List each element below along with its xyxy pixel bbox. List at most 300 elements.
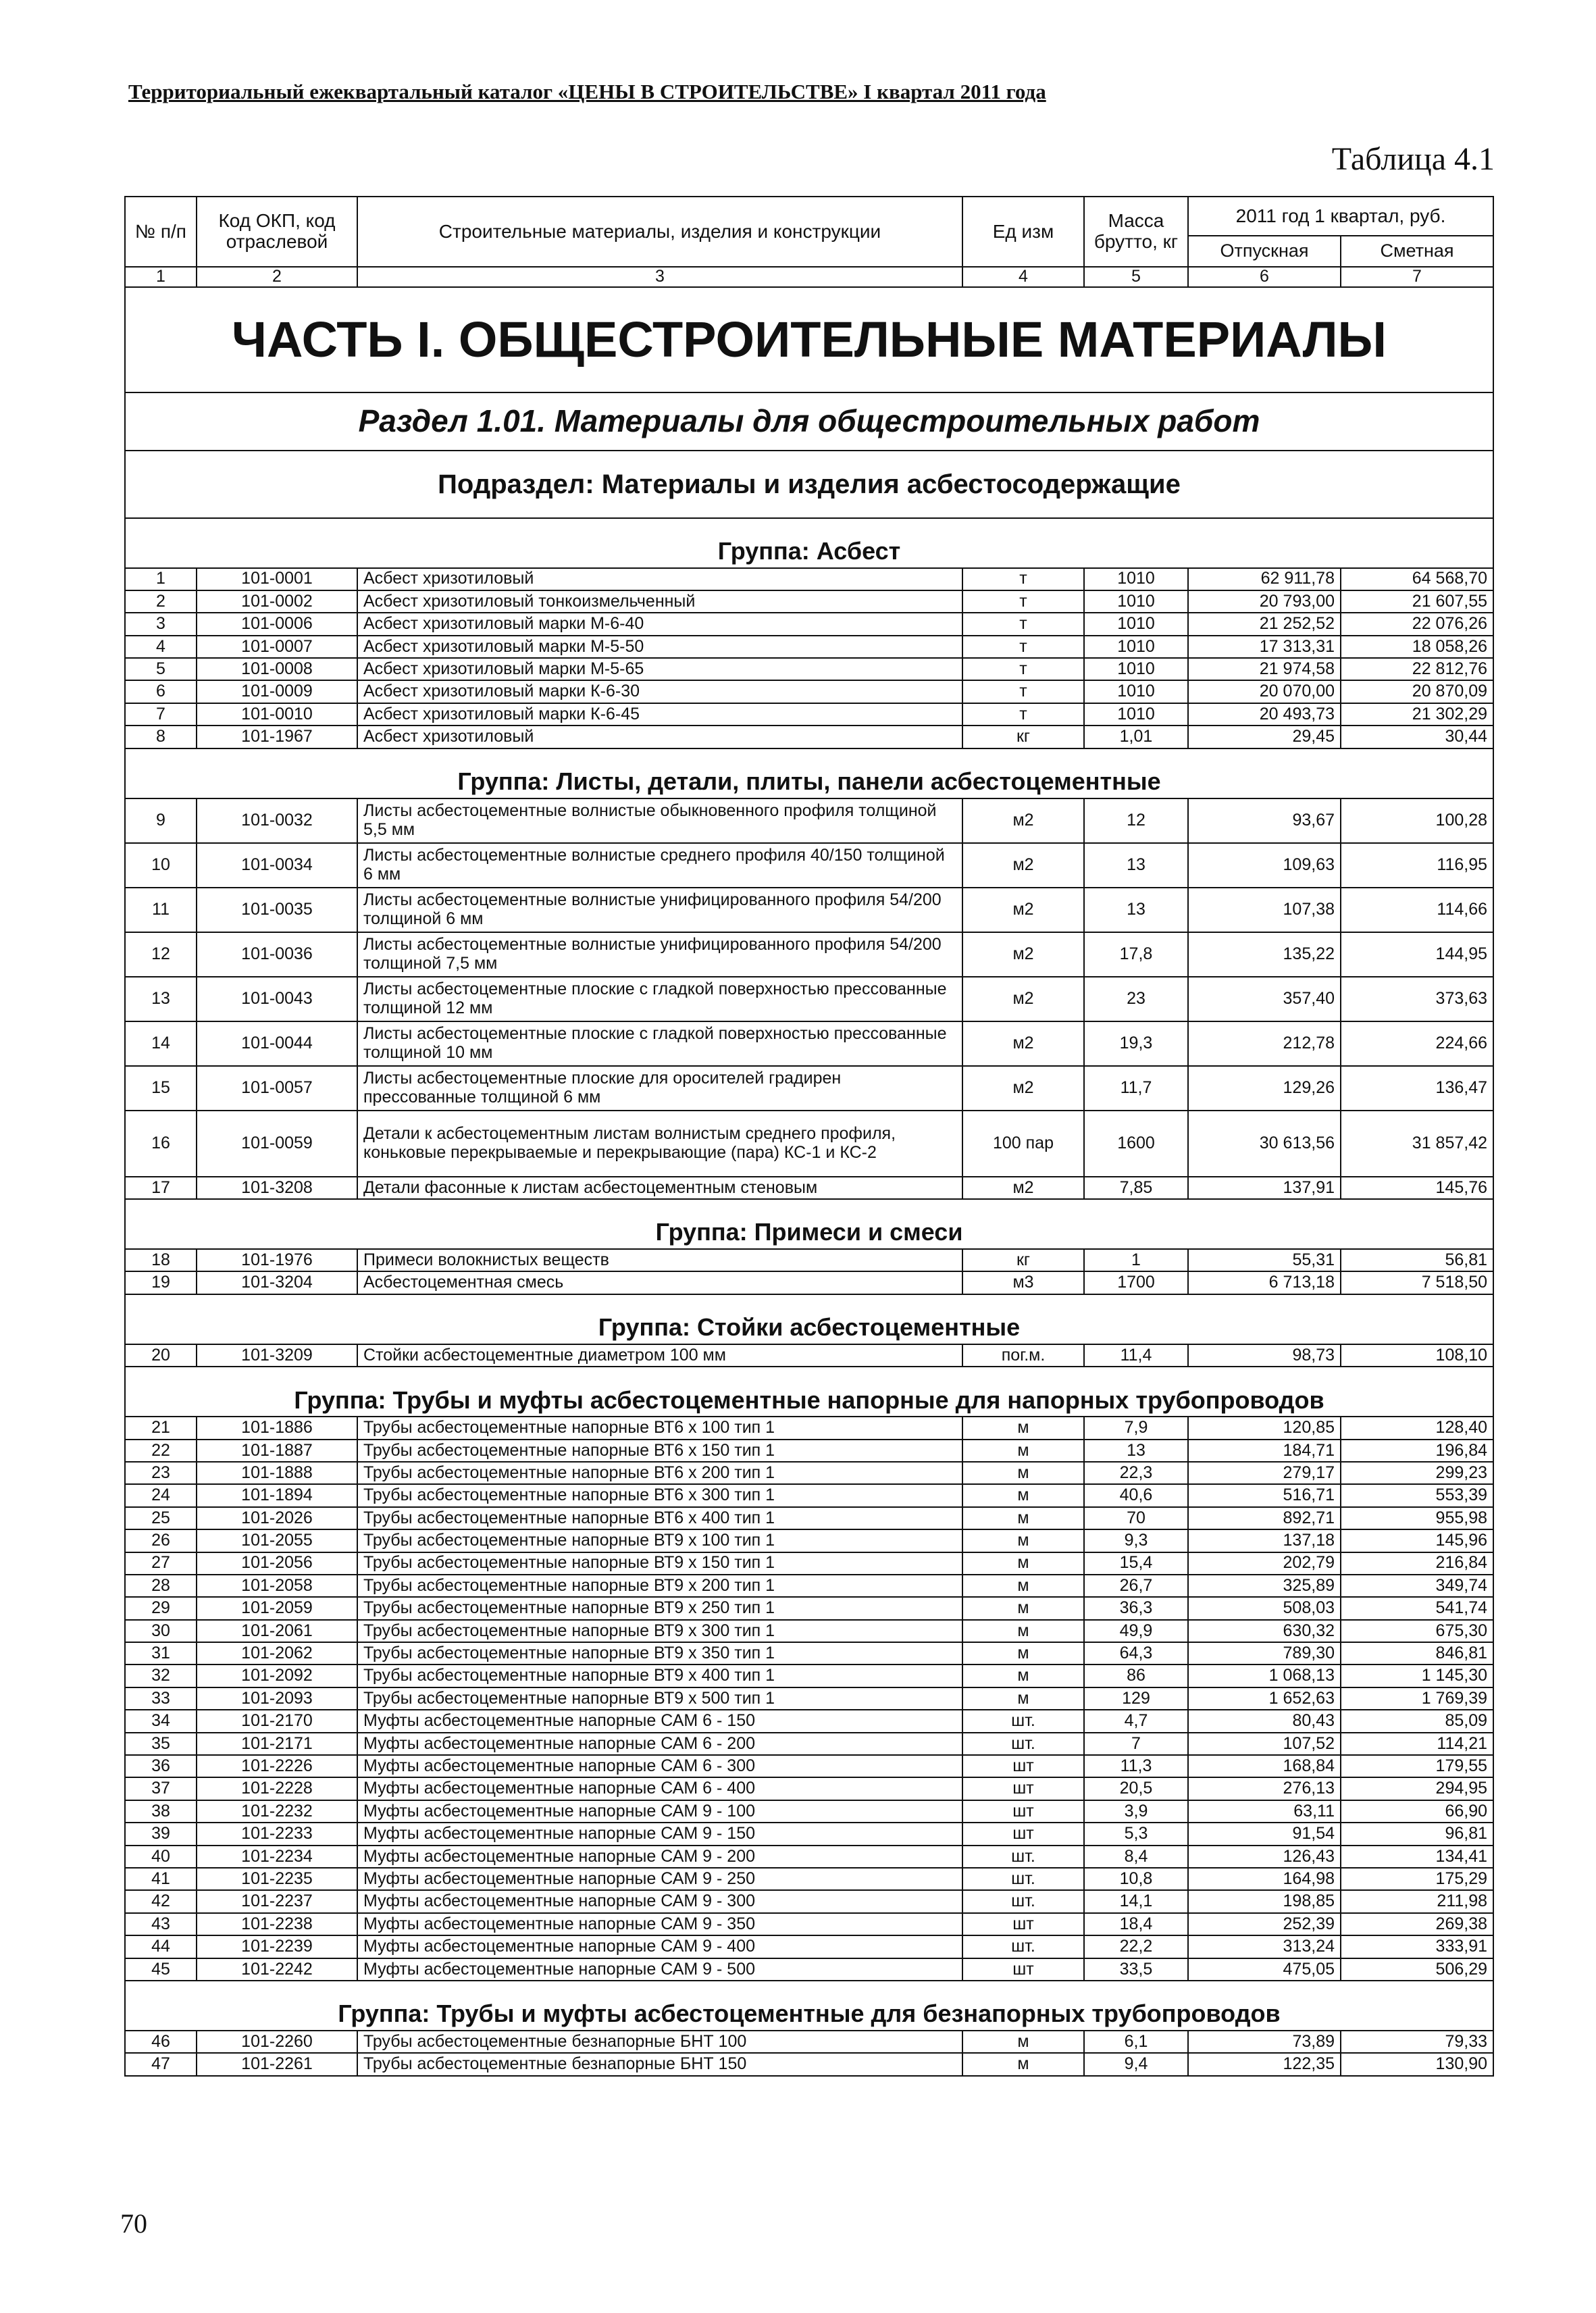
item-estimate-price: 955,98 <box>1341 1507 1493 1529</box>
item-code: 101-0034 <box>197 843 357 888</box>
item-mass: 36,3 <box>1084 1597 1188 1619</box>
item-number: 9 <box>125 798 197 843</box>
item-number: 33 <box>125 1687 197 1710</box>
item-release-price: 122,35 <box>1188 2053 1341 2075</box>
item-code: 101-0043 <box>197 977 357 1021</box>
item-name: Трубы асбестоцементные напорные ВТ6 х 300 тип 1 <box>357 1484 962 1506</box>
item-estimate-price: 85,09 <box>1341 1710 1493 1732</box>
item-name: Листы асбестоцементные плоские для оросителей градирен прессованные толщиной 6 мм <box>357 1066 962 1111</box>
item-name: Асбест хризотиловый марки К-6-45 <box>357 703 962 726</box>
column-number: 7 <box>1341 267 1493 287</box>
item-name: Трубы асбестоцементные напорные ВТ6 х 400 тип 1 <box>357 1507 962 1529</box>
item-mass: 70 <box>1084 1507 1188 1529</box>
table-row <box>125 726 1493 748</box>
page-number: 70 <box>120 2208 147 2239</box>
item-mass: 1010 <box>1084 590 1188 613</box>
table-row <box>125 888 1493 932</box>
item-name: Муфты асбестоцементные напорные САМ 6 - 400 <box>357 1777 962 1800</box>
item-release-price: 20 793,00 <box>1188 590 1341 613</box>
item-unit: пог.м. <box>962 1344 1084 1367</box>
item-estimate-price: 134,41 <box>1341 1846 1493 1868</box>
item-unit: шт. <box>962 1846 1084 1868</box>
table-row <box>125 1344 1493 1367</box>
item-release-price: 109,63 <box>1188 843 1341 888</box>
item-mass: 8,4 <box>1084 1846 1188 1868</box>
item-unit: м <box>962 1462 1084 1484</box>
item-code: 101-2092 <box>197 1664 357 1687</box>
item-code: 101-3209 <box>197 1344 357 1367</box>
group-title: Группа: Асбест <box>125 518 1493 568</box>
item-unit: шт. <box>962 1710 1084 1732</box>
item-mass: 11,3 <box>1084 1755 1188 1777</box>
item-name: Асбест хризотиловый марки М-5-50 <box>357 636 962 658</box>
item-unit: м <box>962 1642 1084 1664</box>
item-release-price: 126,43 <box>1188 1846 1341 1868</box>
item-mass: 7,85 <box>1084 1177 1188 1199</box>
item-mass: 12 <box>1084 798 1188 843</box>
table-row <box>125 1958 1493 1981</box>
subsection-title: Подраздел: Материалы и изделия асбестосодержащие <box>125 451 1493 518</box>
table-row <box>125 1597 1493 1619</box>
col-unit-header: Ед изм <box>962 197 1084 267</box>
group-title: Группа: Трубы и муфты асбестоцементные напорные для напорных трубопроводов <box>125 1367 1493 1417</box>
item-number: 35 <box>125 1733 197 1755</box>
item-code: 101-2093 <box>197 1687 357 1710</box>
item-code: 101-2061 <box>197 1620 357 1642</box>
item-release-price: 184,71 <box>1188 1440 1341 1462</box>
item-mass: 13 <box>1084 1440 1188 1462</box>
table-row <box>125 1066 1493 1111</box>
item-name: Трубы асбестоцементные напорные ВТ9 х 200 тип 1 <box>357 1575 962 1597</box>
table-row <box>125 1417 1493 1439</box>
item-code: 101-2026 <box>197 1507 357 1529</box>
group-title-row <box>125 748 1493 798</box>
item-code: 101-1894 <box>197 1484 357 1506</box>
item-estimate-price: 179,55 <box>1341 1755 1493 1777</box>
item-unit: м <box>962 1664 1084 1687</box>
item-estimate-price: 66,90 <box>1341 1800 1493 1823</box>
table-body <box>125 287 1493 2076</box>
item-release-price: 325,89 <box>1188 1575 1341 1597</box>
item-mass: 22,3 <box>1084 1462 1188 1484</box>
item-unit: м <box>962 1529 1084 1552</box>
item-mass: 13 <box>1084 843 1188 888</box>
item-release-price: 198,85 <box>1188 1890 1341 1912</box>
table-row <box>125 1642 1493 1664</box>
item-estimate-price: 216,84 <box>1341 1552 1493 1575</box>
item-estimate-price: 79,33 <box>1341 2031 1493 2053</box>
item-code: 101-2055 <box>197 1529 357 1552</box>
item-number: 38 <box>125 1800 197 1823</box>
item-name: Листы асбестоцементные волнистые обыкновенного профиля толщиной 5,5 мм <box>357 798 962 843</box>
item-estimate-price: 21 302,29 <box>1341 703 1493 726</box>
item-release-price: 17 313,31 <box>1188 636 1341 658</box>
item-number: 24 <box>125 1484 197 1506</box>
table-row <box>125 1271 1493 1294</box>
item-release-price: 30 613,56 <box>1188 1111 1341 1177</box>
item-unit: м2 <box>962 888 1084 932</box>
item-unit: м <box>962 1575 1084 1597</box>
item-mass: 64,3 <box>1084 1642 1188 1664</box>
item-mass: 40,6 <box>1084 1484 1188 1506</box>
item-release-price: 168,84 <box>1188 1755 1341 1777</box>
table-row <box>125 1552 1493 1575</box>
item-code: 101-2238 <box>197 1913 357 1935</box>
item-mass: 1010 <box>1084 658 1188 680</box>
item-unit: т <box>962 568 1084 590</box>
item-release-price: 20 493,73 <box>1188 703 1341 726</box>
item-number: 45 <box>125 1958 197 1981</box>
item-code: 101-2226 <box>197 1755 357 1777</box>
item-unit: м <box>962 2053 1084 2075</box>
item-release-price: 63,11 <box>1188 1800 1341 1823</box>
part-title-row <box>125 287 1493 392</box>
item-unit: т <box>962 590 1084 613</box>
table-row <box>125 1529 1493 1552</box>
item-release-price: 21 252,52 <box>1188 613 1341 635</box>
table-row <box>125 1021 1493 1066</box>
item-unit: 100 пар <box>962 1111 1084 1177</box>
item-number: 15 <box>125 1066 197 1111</box>
item-unit: м2 <box>962 977 1084 1021</box>
item-name: Асбест хризотиловый <box>357 568 962 590</box>
item-unit: м <box>962 2031 1084 2053</box>
item-mass: 19,3 <box>1084 1021 1188 1066</box>
item-name: Листы асбестоцементные волнистые среднего профиля 40/150 толщиной 6 мм <box>357 843 962 888</box>
item-number: 34 <box>125 1710 197 1732</box>
group-title-row <box>125 1981 1493 2031</box>
item-release-price: 29,45 <box>1188 726 1341 748</box>
item-name: Муфты асбестоцементные напорные САМ 9 - 300 <box>357 1890 962 1912</box>
item-name: Муфты асбестоцементные напорные САМ 6 - 150 <box>357 1710 962 1732</box>
item-name: Стойки асбестоцементные диаметром 100 мм <box>357 1344 962 1367</box>
item-unit: м <box>962 1484 1084 1506</box>
item-code: 101-0036 <box>197 932 357 977</box>
item-mass: 86 <box>1084 1664 1188 1687</box>
item-number: 26 <box>125 1529 197 1552</box>
item-number: 30 <box>125 1620 197 1642</box>
item-number: 4 <box>125 636 197 658</box>
item-number: 41 <box>125 1868 197 1890</box>
item-mass: 4,7 <box>1084 1710 1188 1732</box>
item-code: 101-2171 <box>197 1733 357 1755</box>
item-code: 101-0035 <box>197 888 357 932</box>
item-mass: 9,3 <box>1084 1529 1188 1552</box>
table-row <box>125 932 1493 977</box>
item-name: Асбест хризотиловый марки М-6-40 <box>357 613 962 635</box>
item-name: Листы асбестоцементные волнистые унифицированного профиля 54/200 толщиной 6 мм <box>357 888 962 932</box>
group-title-row <box>125 1199 1493 1249</box>
item-number: 16 <box>125 1111 197 1177</box>
item-release-price: 93,67 <box>1188 798 1341 843</box>
item-code: 101-1887 <box>197 1440 357 1462</box>
item-name: Трубы асбестоцементные напорные ВТ9 х 500 тип 1 <box>357 1687 962 1710</box>
item-name: Трубы асбестоцементные напорные ВТ6 х 200 тип 1 <box>357 1462 962 1484</box>
item-mass: 5,3 <box>1084 1823 1188 1845</box>
item-release-price: 107,38 <box>1188 888 1341 932</box>
table-row <box>125 1687 1493 1710</box>
item-number: 11 <box>125 888 197 932</box>
item-release-price: 276,13 <box>1188 1777 1341 1800</box>
item-release-price: 120,85 <box>1188 1417 1341 1439</box>
item-estimate-price: 18 058,26 <box>1341 636 1493 658</box>
item-number: 46 <box>125 2031 197 2053</box>
item-estimate-price: 299,23 <box>1341 1462 1493 1484</box>
item-name: Трубы асбестоцементные напорные ВТ9 х 400 тип 1 <box>357 1664 962 1687</box>
item-unit: кг <box>962 1249 1084 1271</box>
item-estimate-price: 64 568,70 <box>1341 568 1493 590</box>
item-unit: шт. <box>962 1868 1084 1890</box>
item-estimate-price: 553,39 <box>1341 1484 1493 1506</box>
table-row <box>125 1664 1493 1687</box>
item-number: 44 <box>125 1935 197 1958</box>
table-row <box>125 1846 1493 1868</box>
item-unit: м <box>962 1417 1084 1439</box>
item-estimate-price: 373,63 <box>1341 977 1493 1021</box>
column-number: 1 <box>125 267 197 287</box>
item-code: 101-2260 <box>197 2031 357 2053</box>
item-estimate-price: 128,40 <box>1341 1417 1493 1439</box>
column-number: 3 <box>357 267 962 287</box>
item-name: Муфты асбестоцементные напорные САМ 9 - 400 <box>357 1935 962 1958</box>
table-row <box>125 703 1493 726</box>
column-number: 4 <box>962 267 1084 287</box>
item-number: 17 <box>125 1177 197 1199</box>
item-release-price: 98,73 <box>1188 1344 1341 1367</box>
item-number: 6 <box>125 680 197 703</box>
item-mass: 9,4 <box>1084 2053 1188 2075</box>
item-release-price: 516,71 <box>1188 1484 1341 1506</box>
item-mass: 7,9 <box>1084 1417 1188 1439</box>
item-estimate-price: 21 607,55 <box>1341 590 1493 613</box>
item-code: 101-2234 <box>197 1846 357 1868</box>
item-estimate-price: 1 145,30 <box>1341 1664 1493 1687</box>
item-release-price: 892,71 <box>1188 1507 1341 1529</box>
price-table <box>124 196 1494 2077</box>
item-unit: м <box>962 1620 1084 1642</box>
group-title-row <box>125 1367 1493 1417</box>
item-release-price: 1 068,13 <box>1188 1664 1341 1687</box>
item-release-price: 252,39 <box>1188 1913 1341 1935</box>
col-period-header: 2011 год 1 квартал, руб. <box>1188 197 1493 236</box>
table-row <box>125 798 1493 843</box>
group-title: Группа: Листы, детали, плиты, панели асбестоцементные <box>125 748 1493 798</box>
item-mass: 18,4 <box>1084 1913 1188 1935</box>
item-unit: кг <box>962 726 1084 748</box>
item-number: 20 <box>125 1344 197 1367</box>
table-row <box>125 680 1493 703</box>
item-estimate-price: 145,76 <box>1341 1177 1493 1199</box>
item-release-price: 1 652,63 <box>1188 1687 1341 1710</box>
item-name: Листы асбестоцементные плоские с гладкой поверхностью прессованные толщиной 10 мм <box>357 1021 962 1066</box>
item-code: 101-3204 <box>197 1271 357 1294</box>
table-row <box>125 1484 1493 1506</box>
item-number: 27 <box>125 1552 197 1575</box>
item-name: Детали к асбестоцементным листам волнистым среднего профиля, коньковые перекрываемые и перекрывающие (пара) КС-1 и КС-2 <box>357 1111 962 1177</box>
item-estimate-price: 211,98 <box>1341 1890 1493 1912</box>
item-estimate-price: 269,38 <box>1341 1913 1493 1935</box>
item-number: 36 <box>125 1755 197 1777</box>
item-release-price: 202,79 <box>1188 1552 1341 1575</box>
item-code: 101-2062 <box>197 1642 357 1664</box>
table-row <box>125 1249 1493 1271</box>
table-row <box>125 1823 1493 1845</box>
item-unit: м2 <box>962 843 1084 888</box>
table-row <box>125 1620 1493 1642</box>
item-code: 101-0010 <box>197 703 357 726</box>
item-mass: 49,9 <box>1084 1620 1188 1642</box>
item-mass: 10,8 <box>1084 1868 1188 1890</box>
item-code: 101-2170 <box>197 1710 357 1732</box>
item-unit: т <box>962 636 1084 658</box>
item-code: 101-0059 <box>197 1111 357 1177</box>
item-name: Трубы асбестоцементные безнапорные БНТ 150 <box>357 2053 962 2075</box>
item-estimate-price: 100,28 <box>1341 798 1493 843</box>
item-name: Листы асбестоцементные волнистые унифицированного профиля 54/200 толщиной 7,5 мм <box>357 932 962 977</box>
item-unit: т <box>962 703 1084 726</box>
item-name: Детали фасонные к листам асбестоцементным стеновым <box>357 1177 962 1199</box>
section-title: Раздел 1.01. Материалы для общестроительных работ <box>125 392 1493 451</box>
item-number: 12 <box>125 932 197 977</box>
item-mass: 26,7 <box>1084 1575 1188 1597</box>
item-number: 23 <box>125 1462 197 1484</box>
item-mass: 1010 <box>1084 680 1188 703</box>
item-estimate-price: 224,66 <box>1341 1021 1493 1066</box>
item-number: 14 <box>125 1021 197 1066</box>
group-title-row <box>125 518 1493 568</box>
item-mass: 13 <box>1084 888 1188 932</box>
item-number: 8 <box>125 726 197 748</box>
table-row <box>125 977 1493 1021</box>
table-row <box>125 1710 1493 1732</box>
item-name: Примеси волокнистых веществ <box>357 1249 962 1271</box>
item-estimate-price: 20 870,09 <box>1341 680 1493 703</box>
table-row <box>125 1462 1493 1484</box>
item-code: 101-0002 <box>197 590 357 613</box>
table-row <box>125 1913 1493 1935</box>
table-row <box>125 1177 1493 1199</box>
item-mass: 1010 <box>1084 613 1188 635</box>
item-release-price: 164,98 <box>1188 1868 1341 1890</box>
item-unit: шт <box>962 1755 1084 1777</box>
item-code: 101-2239 <box>197 1935 357 1958</box>
table-row <box>125 1733 1493 1755</box>
group-title-row <box>125 1294 1493 1344</box>
item-estimate-price: 675,30 <box>1341 1620 1493 1642</box>
running-title: Территориальный ежеквартальный каталог «ЦЕНЫ В СТРОИТЕЛЬСТВЕ» I квартал 2011 года <box>128 80 1046 103</box>
item-number: 18 <box>125 1249 197 1271</box>
group-title: Группа: Трубы и муфты асбестоцементные для безнапорных трубопроводов <box>125 1981 1493 2031</box>
item-number: 40 <box>125 1846 197 1868</box>
item-name: Муфты асбестоцементные напорные САМ 9 - 150 <box>357 1823 962 1845</box>
item-number: 28 <box>125 1575 197 1597</box>
item-release-price: 789,30 <box>1188 1642 1341 1664</box>
item-code: 101-0006 <box>197 613 357 635</box>
item-number: 25 <box>125 1507 197 1529</box>
col-release-header: Отпускная <box>1188 236 1341 267</box>
item-number: 39 <box>125 1823 197 1845</box>
item-release-price: 91,54 <box>1188 1823 1341 1845</box>
table-row <box>125 1800 1493 1823</box>
item-estimate-price: 114,66 <box>1341 888 1493 932</box>
item-number: 19 <box>125 1271 197 1294</box>
item-unit: м <box>962 1597 1084 1619</box>
item-unit: м2 <box>962 1021 1084 1066</box>
item-estimate-price: 1 769,39 <box>1341 1687 1493 1710</box>
item-number: 37 <box>125 1777 197 1800</box>
item-estimate-price: 349,74 <box>1341 1575 1493 1597</box>
item-code: 101-0007 <box>197 636 357 658</box>
item-name: Муфты асбестоцементные напорные САМ 9 - 100 <box>357 1800 962 1823</box>
item-release-price: 55,31 <box>1188 1249 1341 1271</box>
item-code: 101-2242 <box>197 1958 357 1981</box>
item-mass: 11,4 <box>1084 1344 1188 1367</box>
group-title: Группа: Стойки асбестоцементные <box>125 1294 1493 1344</box>
column-number: 6 <box>1188 267 1341 287</box>
item-estimate-price: 294,95 <box>1341 1777 1493 1800</box>
item-unit: м <box>962 1507 1084 1529</box>
item-code: 101-0001 <box>197 568 357 590</box>
item-unit: м3 <box>962 1271 1084 1294</box>
item-release-price: 279,17 <box>1188 1462 1341 1484</box>
item-unit: шт. <box>962 1935 1084 1958</box>
item-estimate-price: 145,96 <box>1341 1529 1493 1552</box>
item-name: Муфты асбестоцементные напорные САМ 9 - 200 <box>357 1846 962 1868</box>
item-mass: 20,5 <box>1084 1777 1188 1800</box>
item-unit: м <box>962 1687 1084 1710</box>
item-release-price: 357,40 <box>1188 977 1341 1021</box>
item-unit: м2 <box>962 1177 1084 1199</box>
item-estimate-price: 108,10 <box>1341 1344 1493 1367</box>
item-mass: 23 <box>1084 977 1188 1021</box>
item-unit: т <box>962 680 1084 703</box>
item-release-price: 20 070,00 <box>1188 680 1341 703</box>
item-code: 101-2237 <box>197 1890 357 1912</box>
item-code: 101-2059 <box>197 1597 357 1619</box>
item-release-price: 107,52 <box>1188 1733 1341 1755</box>
item-code: 101-3208 <box>197 1177 357 1199</box>
table-row <box>125 1507 1493 1529</box>
item-release-price: 137,91 <box>1188 1177 1341 1199</box>
item-mass: 1010 <box>1084 568 1188 590</box>
table-row <box>125 613 1493 635</box>
item-unit: т <box>962 658 1084 680</box>
item-number: 3 <box>125 613 197 635</box>
table-row <box>125 1755 1493 1777</box>
col-estimate-header: Сметная <box>1341 236 1493 267</box>
item-estimate-price: 506,29 <box>1341 1958 1493 1981</box>
item-estimate-price: 144,95 <box>1341 932 1493 977</box>
item-mass: 7 <box>1084 1733 1188 1755</box>
table-row <box>125 1777 1493 1800</box>
group-title: Группа: Примеси и смеси <box>125 1199 1493 1249</box>
item-code: 101-1888 <box>197 1462 357 1484</box>
item-code: 101-2058 <box>197 1575 357 1597</box>
item-name: Асбест хризотиловый <box>357 726 962 748</box>
item-code: 101-1976 <box>197 1249 357 1271</box>
item-name: Асбест хризотиловый тонкоизмельченный <box>357 590 962 613</box>
column-number: 5 <box>1084 267 1188 287</box>
section-title-row <box>125 392 1493 451</box>
item-code: 101-0009 <box>197 680 357 703</box>
item-name: Трубы асбестоцементные безнапорные БНТ 100 <box>357 2031 962 2053</box>
item-estimate-price: 846,81 <box>1341 1642 1493 1664</box>
item-name: Листы асбестоцементные плоские с гладкой поверхностью прессованные толщиной 12 мм <box>357 977 962 1021</box>
item-unit: шт <box>962 1800 1084 1823</box>
item-mass: 129 <box>1084 1687 1188 1710</box>
item-number: 47 <box>125 2053 197 2075</box>
item-estimate-price: 130,90 <box>1341 2053 1493 2075</box>
